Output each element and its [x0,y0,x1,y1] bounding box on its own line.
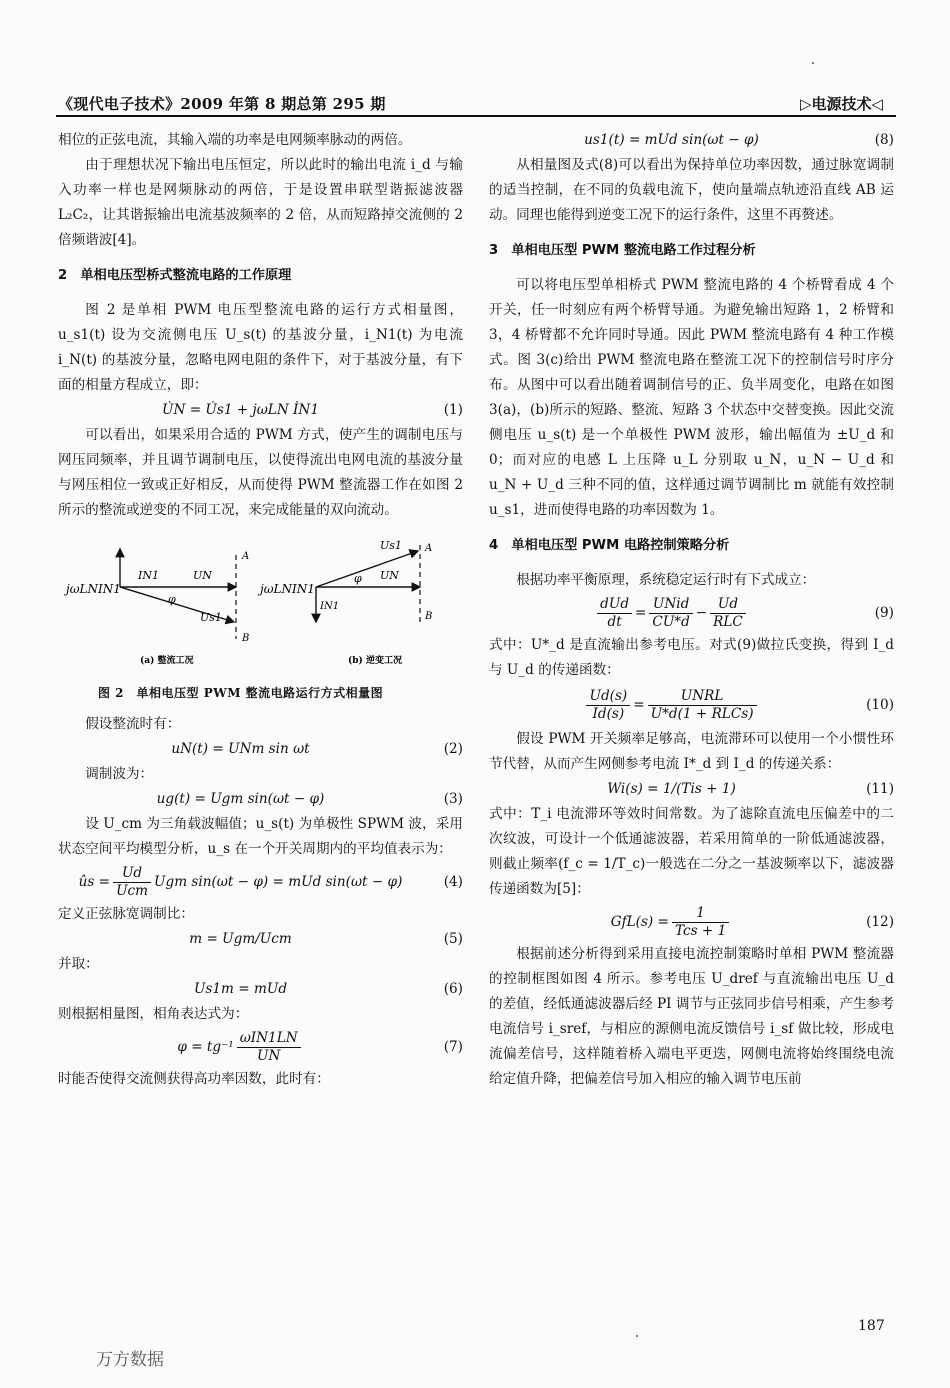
equation-number: (7) [443,1038,463,1055]
equation-8 [489,128,894,153]
denominator: dt [607,613,622,630]
label-a-B: B [242,633,250,644]
paragraph: 根据功率平衡原理，系统稳定运行时有下式成立： [516,572,816,588]
equation-7 [58,1027,463,1067]
fraction [597,596,632,631]
label-b-jwl: jωLNIN1 [260,582,315,596]
numerator: UNid [649,596,692,614]
equation-10 [489,683,894,727]
section-heading-2: 2 单相电压型桥式整流电路的工作原理 [58,268,292,283]
denominator: Ucm [116,882,149,899]
running-header-right: ▷电源技术◁ [800,95,884,113]
paragraph: 调制波为： [85,766,154,782]
equation-number: (8) [874,132,894,148]
equation-number: (5) [443,931,463,947]
equation-body: ug(t) = Ugm sin(ωt − φ) [156,791,325,807]
operator: = [633,696,645,713]
equation-body: Us1m = mUd [193,981,288,997]
numerator: Ud [710,596,746,614]
label-b-phi: φ [354,572,362,585]
caption-a: (a) 整流工况 [140,656,194,666]
label-b-A: A [425,543,433,554]
caption-b: (b) 逆变工况 [348,656,402,666]
numerator: Ud [113,865,151,883]
fraction [710,596,746,631]
watermark: 万方数据 [96,1350,164,1370]
section-heading-3: 3 单相电压型 PWM 整流电路工作过程分析 [489,243,756,258]
equation-number: (11) [866,781,894,797]
equation-body: m = Ugm/Ucm [189,931,292,947]
numerator: ωIN1LN [237,1030,301,1048]
equation-9 [489,593,894,633]
equation-body: U̇N = U̇s1 + jωLN İN1 [162,402,319,418]
figure-2-phasor-diagram [58,527,463,677]
label-b-us1: Us1 [380,539,402,552]
paragraph: 式中：T_i 电流滞环等效时间常数。为了滤除直流电压偏差中的二次纹波，可设计一个低通滤波器，若采用简单的一阶低通滤波器，则截止频率(f_c = 1/T_c)一般选在二分之一基波频率以下，滤波器传递函数为[5]： [489,806,894,897]
equation-5 [58,927,463,952]
equation-6 [58,977,463,1002]
label-a-un: UN [193,569,212,582]
figure-2-caption: 图 2 单相电压型 PWM 整流电路运行方式相量图 [98,686,384,700]
denominator: CU*d [652,613,690,630]
equation-number: (1) [443,402,463,418]
label-b-un: UN [380,569,399,582]
paragraph: 可以看出，如果采用合适的 PWM 方式，使产生的调制电压与网压同频率，并且调节调制电压，以使得流出电网电流的基波分量与网压相位一致或正好相反，从而使得 PWM 整流器工作在如图 2 所示的整流或逆变的不同工况，来完成能量的双向流动。 [58,427,463,518]
denominator: U*d(1 + RLCs) [650,705,754,722]
paragraph: 相位的正弦电流，其输入端的功率是电网频率脉动的两倍。 [58,132,412,148]
fraction [649,596,692,631]
label-b-in1: IN1 [320,601,340,612]
denominator: Id(s) [592,705,625,722]
equation-body [489,596,854,631]
label-a-phi: φ [168,593,176,606]
paragraph: 根据前述分析得到采用直接电流控制策略时单相 PWM 整流器的控制框图如图 4 所示。参考电压 U_dref 与直流输出电压 U_d 的差值，经低通滤波器后经 PI 调节与正弦同步信号相乘，产生参考电流信号 i_sref，与相应的源侧电流反馈信号 i_sf 做比较，形成电流偏差信号，这样随着桥入端电平更迭，网侧电流将始终围绕电流给定值升降，把偏差信号加入相应的输入调节电压前 [489,946,894,1087]
scan-speck [812,62,814,64]
paragraph: 可以将电压型单相桥式 PWM 整流电路的 4 个桥臂看成 4 个开关，任一时刻应有两个桥臂导通。为避免输出短路 1，2 桥臂和 3，4 桥臂都不允许同时导通。因此 PWM 整流电路有 4 种工作模式。图 3(c)给出 PWM 整流电路在整流工况下的控制信号时序分布。从图中可以看出随着调制信号的正、负半周变化，电路在如图 3(a)，(b)所示的短路、整流、短路 3 个状态中交替变换。因此交流侧电压 u_s(t) 是一个单极性 PWM 波形，输出幅值为 ±U_d 和 0；而对应的电感 L 上压降 u_L 分别取 u_N，u_N − U_d 和 u_N + U_d 三种不同的值，这样通过调节调制比 m 就能有效控制 u_s1，进而使得电路的功率因数为 1。 [489,277,894,518]
paragraph: 定义正弦脉宽调制比： [58,906,194,922]
equation-body [58,865,423,900]
equation-body [489,905,854,940]
fraction [113,865,151,900]
paragraph: 则根据相量图，相角表达式为： [58,1006,249,1022]
label-a-A: A [242,551,250,562]
equation-4 [58,862,463,902]
eq4-lhs: ûs = [78,873,111,890]
eq7-lhs: φ = tg⁻¹ [177,1038,234,1055]
equation-2 [58,737,463,762]
paragraph: 图 2 是单相 PWM 电压型整流电路的运行方式相量图，u_s1(t) 设为交流侧电压 U_s(t) 的基波分量，i_N1(t) 为电流 i_N(t) 的基波分量，忽略电网电阻的条件下，对于基波分量，有下面的相量方程成立，即： [58,302,463,393]
label-b-B: B [425,611,433,622]
equation-number: (10) [866,696,894,713]
label-a-jwl: jωLNIN1 [66,582,121,596]
paragraph: 式中：U*_d 是直流输出参考电压。对式(9)做拉氏变换，得到 I_d 与 U_d 的传递函数： [489,637,894,678]
denominator: RLC [713,613,743,630]
paragraph: 并取： [58,956,99,972]
label-a-us1: Us1 [200,611,222,624]
eq12-lhs: GfL(s) = [610,913,669,930]
equation-body [489,688,854,723]
right-column [489,128,894,1092]
paragraph: 设 U_cm 为三角载波幅值；u_s(t) 为单极性 SPWM 波，采用状态空间平均模型分析，u_s 在一个开关周期内的平均值表示为： [58,816,463,857]
equation-number: (6) [443,981,463,997]
phasor-us1-b [316,551,418,587]
numerator: dUd [597,596,632,614]
operator: = [635,604,647,621]
paragraph: 假设整流时有： [85,716,181,732]
left-column [58,128,463,1092]
denominator: Tcs + 1 [674,922,727,939]
equation-body: uN(t) = UNm sin ωt [171,741,310,757]
eq4-rhs: Ugm sin(ωt − φ) = mUd sin(ωt − φ) [154,873,403,890]
page-number: 187 [858,1318,885,1334]
header-rule [56,115,896,117]
equation-number: (12) [866,913,894,930]
scan-speck [636,1335,638,1337]
equation-1 [58,398,463,423]
fraction [586,688,630,723]
numerator: Ud(s) [586,688,630,706]
equation-12 [489,902,894,942]
equation-number: (4) [443,873,463,890]
numerator: UNRL [648,688,757,706]
phasor-svg [58,527,463,677]
numerator: 1 [672,905,729,923]
paragraph: 由于理想状况下输出电压恒定，所以此时的输出电流 i_d 与输入功率一样也是网频脉动的两倍，于是设置串联型谐振滤波器 L₂C₂，让其谐振输出电流基波频率的 2 倍，从而短路掉交流侧的 2 倍频谐波[4]。 [58,157,463,248]
equation-body: us1(t) = mUd sin(ωt − φ) [584,132,759,148]
running-header-left: 《现代电子技术》2009 年第 8 期总第 295 期 [58,95,386,113]
equation-11 [489,777,894,802]
paragraph: 假设 PWM 开关频率足够高，电流滞环可以使用一个小惯性环节代替，从而产生网侧参考电流 I*_d 到 I_d 的传递关系： [489,731,894,772]
fraction [672,905,729,940]
operator: − [695,604,708,621]
fraction [237,1030,301,1065]
equation-body: Wi(s) = 1/(Tis + 1) [607,781,736,797]
equation-number: (2) [443,741,463,757]
label-a-in1: IN1 [138,569,159,582]
paragraph: 从相量图及式(8)可以看出为保持单位功率因数，通过脉宽调制的适当控制，在不同的负载电流下，使向量端点轨迹沿直线 AB 运动。同理也能得到逆变工况下的运行条件，这里不再赘述。 [489,157,894,223]
equation-body [58,1030,423,1065]
paragraph: 时能否使得交流侧获得高功率因数，此时有： [58,1071,330,1087]
denominator: UN [256,1047,281,1064]
equation-number: (3) [443,791,463,807]
fraction [648,688,757,723]
equation-3 [58,787,463,812]
section-heading-4: 4 单相电压型 PWM 电路控制策略分析 [489,538,730,553]
equation-number: (9) [874,604,894,621]
